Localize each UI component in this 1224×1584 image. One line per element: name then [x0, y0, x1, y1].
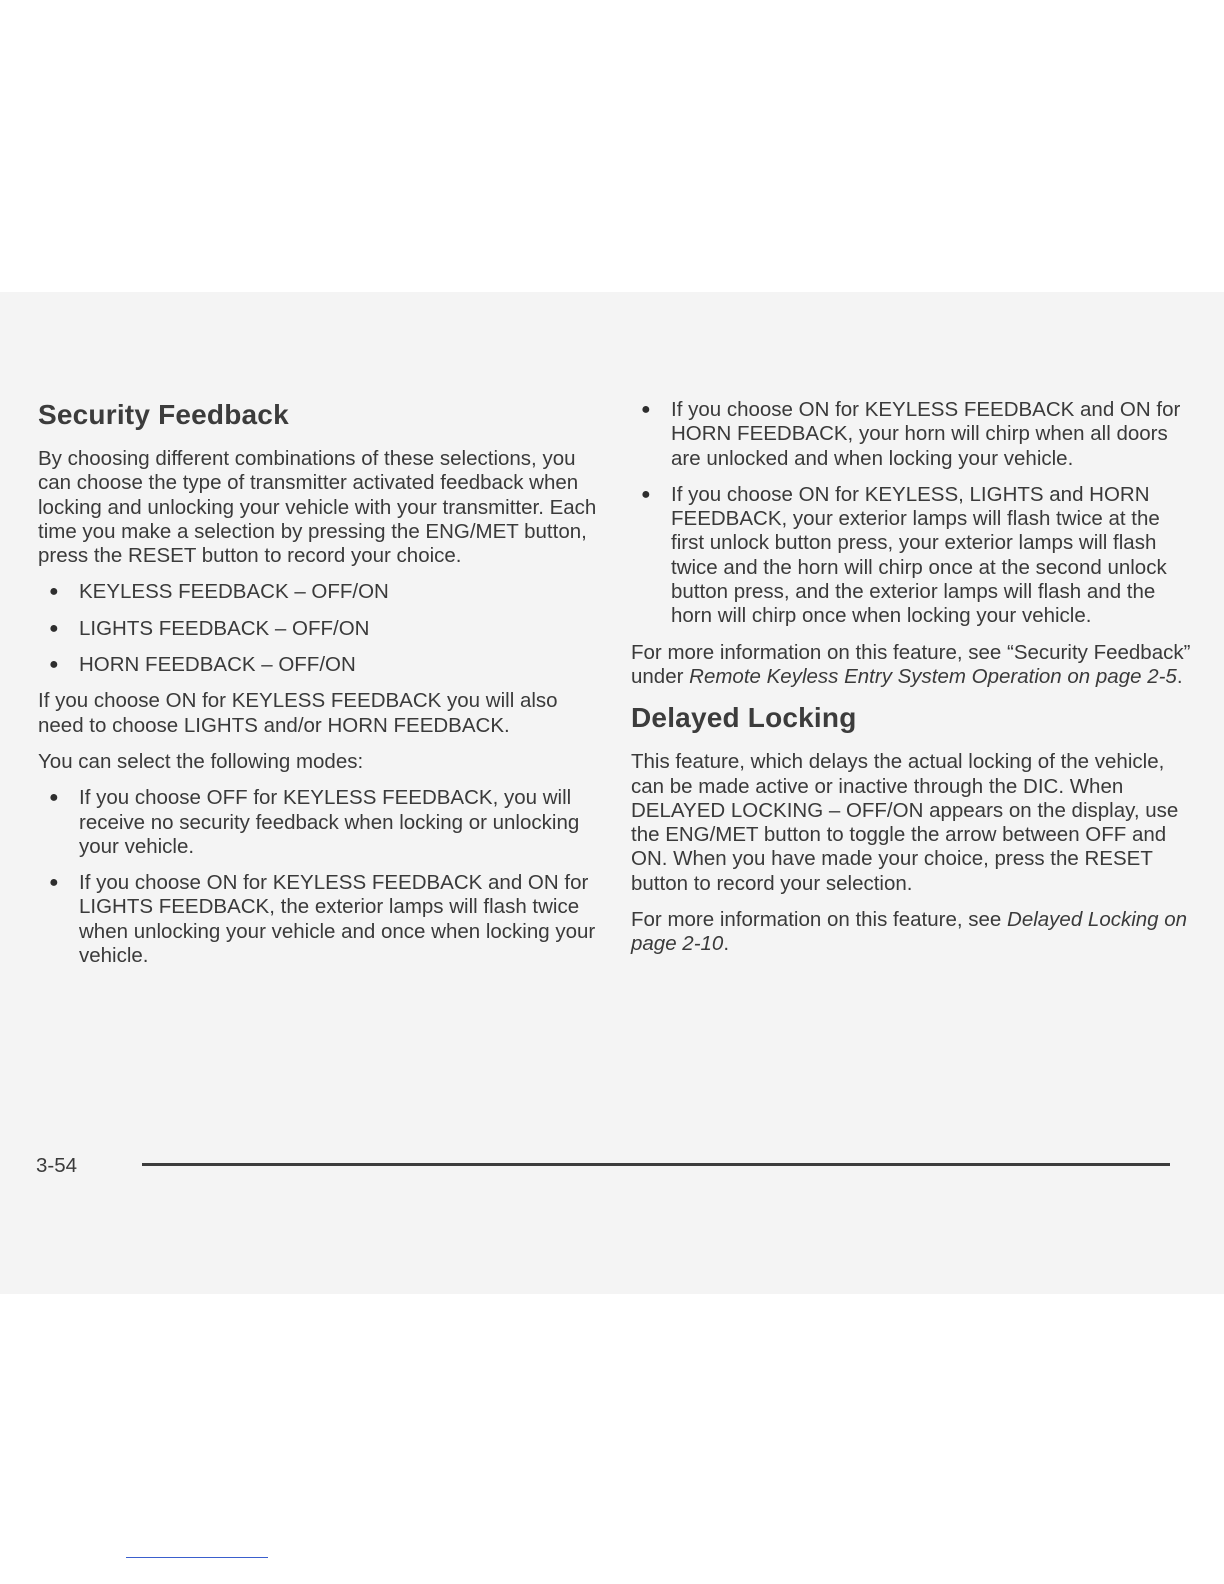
delayed-locking-more-info: For more information on this feature, see Delayed Locking on page 2-10. — [631, 908, 1188, 956]
bullet-icon: ● — [49, 789, 59, 807]
left-column — [38, 398, 598, 980]
list-item: ● If you choose OFF for KEYLESS FEEDBACK, you will receive no security feedback when locking or unlocking your vehicle. — [49, 786, 580, 858]
bullet-icon: ● — [49, 656, 59, 674]
bullet-icon: ● — [641, 485, 651, 503]
footer-rule — [142, 1163, 1170, 1166]
modes-intro: You can select the following modes: — [38, 749, 364, 773]
delayed-locking-description: This feature, which delays the actual locking of the vehicle, can be made active or inactive through the DIC. When DELAYED LOCKING – OFF/ON appears on the display, use the ENG/MET button to toggle the arrow between OFF and ON. When you have made your choice, press the RESET button to record your selection. — [631, 750, 1179, 895]
list-item: ● If you choose ON for KEYLESS FEEDBACK and ON for LIGHTS FEEDBACK, the exterior lamps will flash twice when unlocking your vehicle and once when locking your vehicle. — [49, 871, 596, 968]
security-more-info: For more information on this feature, see “Security Feedback” under Remote Keyless Entry System Operation on page 2-5. — [631, 640, 1191, 688]
bullet-icon: ● — [49, 874, 59, 892]
delayed-locking-reference[interactable]: Delayed Locking on page 2-10 — [631, 908, 1188, 956]
modes-list-left — [38, 786, 598, 968]
right-column — [631, 398, 1191, 969]
list-item: ● LIGHTS FEEDBACK – OFF/ON — [49, 616, 370, 640]
list-item: ● HORN FEEDBACK – OFF/ON — [49, 653, 356, 677]
page-number: 3-54 — [36, 1154, 78, 1177]
bullet-icon: ● — [49, 619, 59, 637]
bottom-link-underline — [126, 1557, 268, 1558]
remote-keyless-reference[interactable]: Remote Keyless Entry System Operation on page 2-5 — [689, 664, 1177, 688]
list-item: ● If you choose ON for KEYLESS, LIGHTS and HORN FEEDBACK, your exterior lamps will flash twice at the first unlock button press, your exterior lamps will flash twice and the horn will chirp once at the second unlock button press, and the exterior lamps will flash and the horn will chirp once when locking your vehicle. — [641, 482, 1167, 628]
bullet-icon: ● — [49, 583, 59, 601]
list-item: ● If you choose ON for KEYLESS FEEDBACK and ON for HORN FEEDBACK, your horn will chirp when all doors are unlocked and when locking your vehicle. — [641, 398, 1181, 470]
bullet-icon: ● — [641, 401, 651, 418]
security-feedback-intro: By choosing different combinations of these selections, you can choose the type of transmitter activated feedback when locking and unlocking your vehicle with your transmitter. Each time you make a selection by pressing the ENG/MET button, press the RESET button to record your choice. — [38, 447, 597, 568]
feedback-options-list — [38, 580, 598, 677]
security-feedback-heading: Security Feedback — [38, 399, 289, 430]
modes-list-right — [631, 398, 1191, 629]
delayed-locking-heading: Delayed Locking — [631, 702, 857, 734]
list-item: ● KEYLESS FEEDBACK – OFF/ON — [49, 580, 389, 604]
keyless-note: If you choose ON for KEYLESS FEEDBACK you will also need to choose LIGHTS and/or HORN FEEDBACK. — [38, 689, 558, 737]
